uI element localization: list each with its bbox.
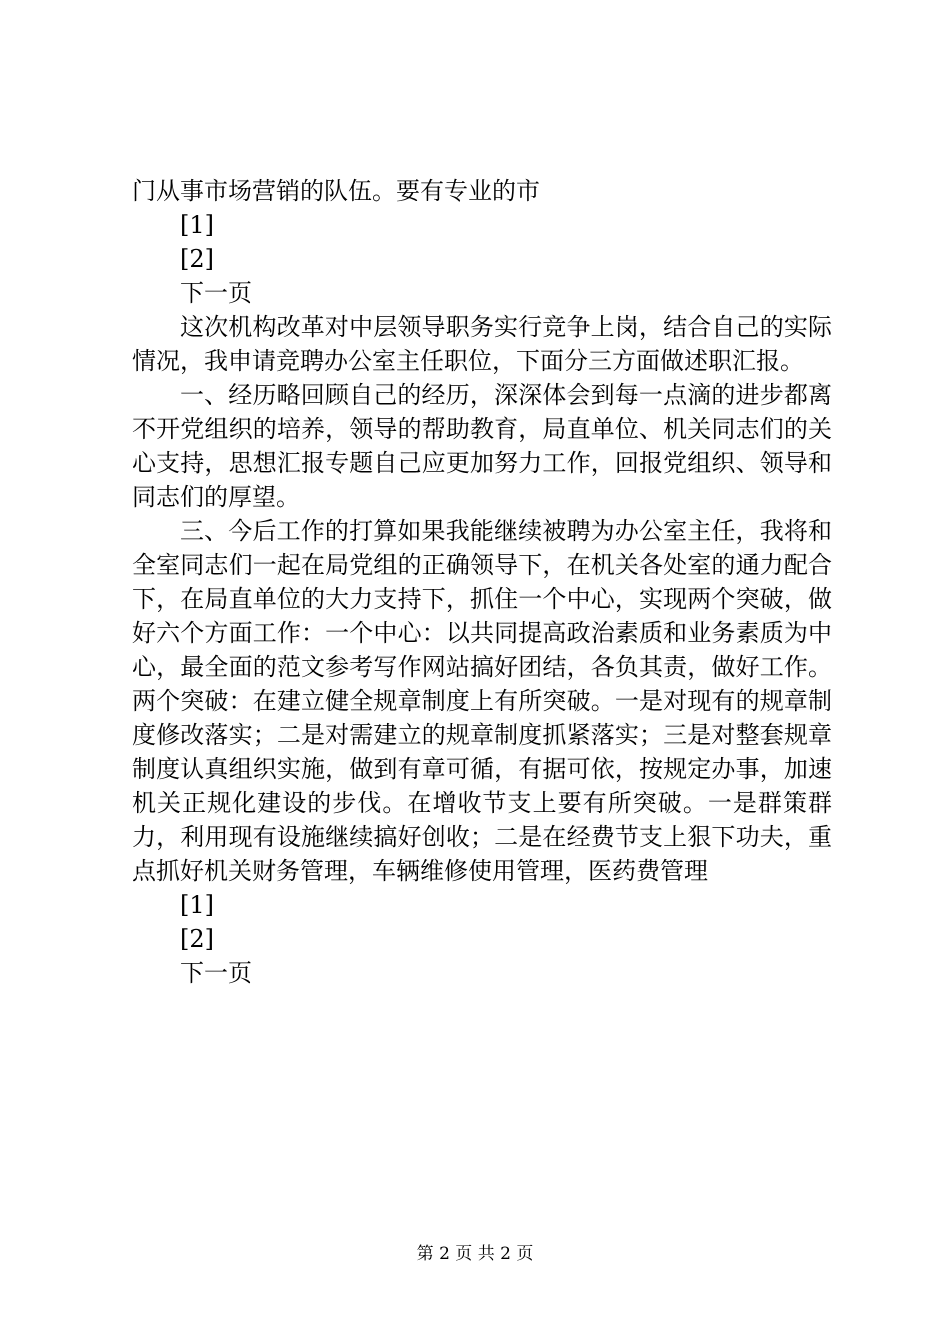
paragraph-plans: 三、今后工作的打算如果我能继续被聘为办公室主任，我将和全室同志们一起在局党组的正确领导下，在机关各处室的通力配合下，在局直单位的大力支持下，抓住一个中心，实现两个突破，做好六个方面工作：一个中心：以共同提高政治素质和业务素质为中心，最全面的范文参考写作网站搞好团结，各负其责，做好工作。两个突破：在建立健全规章制度上有所突破。一是对现有的规章制度修改落实；二是对需建立的规章制度抓紧落实；三是对整套规章制度认真组织实施，做到有章可循，有据可依，按规定办事，加速机关正规化建设的步伐。在增收节支上要有所突破。一是群策群力，利用现有设施继续搞好创收；二是在经费节支上狠下功夫，重点抓好机关财务管理，车辆维修使用管理，医药费管理	[132, 517, 832, 885]
page-link-2[interactable]: [2]	[180, 245, 214, 273]
paragraph-intro: 这次机构改革对中层领导职务实行竞争上岗，结合自己的实际情况，我申请竞聘办公室主任职位，下面分三方面做述职汇报。	[132, 313, 832, 375]
page-footer: 第 2 页 共 2 页	[416, 1244, 534, 1264]
text-line: 门从事市场营销的队伍。要有专业的市	[132, 177, 540, 205]
next-page-link[interactable]: 下一页	[180, 279, 252, 307]
next-page-link[interactable]: 下一页	[180, 959, 252, 987]
page-link-2[interactable]: [2]	[180, 925, 214, 953]
page-link-1[interactable]: [1]	[180, 891, 214, 919]
document-body	[132, 174, 832, 990]
paragraph-experience: 一、经历略回顾自己的经历，深深体会到每一点滴的进步都离不开党组织的培养，领导的帮助教育，局直单位、机关同志们的关心支持，思想汇报专题自己应更加努力工作，回报党组织、领导和同志们的厚望。	[132, 381, 832, 511]
page-link-1[interactable]: [1]	[180, 211, 214, 239]
